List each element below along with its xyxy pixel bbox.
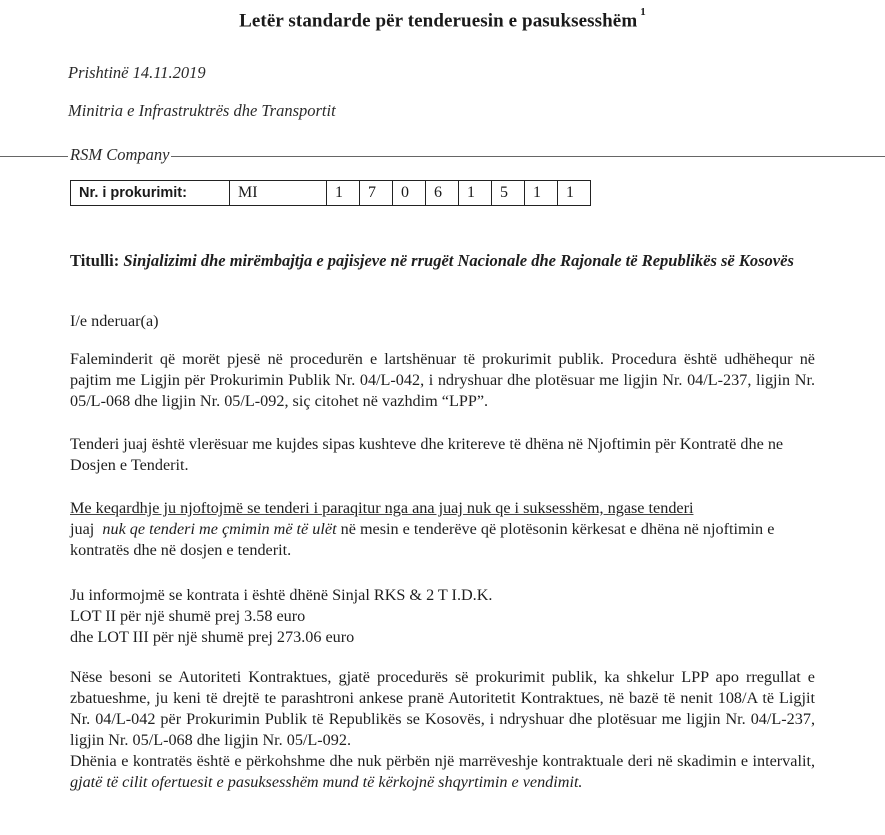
title-text: Letër standarde për tenderuesin e pasuksesshëm [239, 10, 638, 32]
rejection-underlined: Me keqardhje ju njoftojmë se tenderi i paraqitur nga ana juaj nuk qe i suksesshëm, ngase tenderi [70, 499, 694, 517]
award-lot-3: dhe LOT III për një shumë prej 273.06 euro [70, 628, 355, 646]
place-date: Prishtinë 14.11.2019 [68, 63, 206, 82]
subject-title [70, 250, 830, 272]
procurement-number-table [70, 180, 591, 206]
salutation: I/e nderuar(a) [70, 312, 159, 330]
paragraph-temporary-award [70, 751, 815, 793]
paragraph-award [70, 585, 815, 648]
procurement-label: Nr. i prokurimit: [71, 181, 230, 206]
rejection-text-start: juaj [70, 520, 95, 538]
paragraph-evaluation: Tenderi juaj është vlerësuar me kujdes sipas kushteve dhe kritereve të dhëna në Njoftimin për Kontratë dhe ne Dosjen e Tenderit. [70, 435, 784, 474]
procurement-digit: 6 [426, 181, 459, 206]
procurement-code: MI [230, 181, 327, 206]
procurement-digit: 7 [360, 181, 393, 206]
footnote-marker: 1 [640, 6, 646, 18]
temporary-award-text: Dhënia e kontratës është e përkohshme dhe nuk përbën një marrëveshje kontraktuale deri në skadimin e intervalit, [70, 752, 815, 770]
procurement-digit: 0 [393, 181, 426, 206]
paragraph-procedure: Faleminderit që morët pjesë në procedurën e lartshënuar të prokurimit publik. Procedura është udhëhequr në pajtim me Ligjin për Prokurimin Publik Nr. 04/L-042, i ndryshuar dhe plotësuar me ligjin Nr. 04/L-237, ligjin Nr. 05/L-068 dhe ligjin Nr. 05/L-092, siç citohet në vazhdim “LPP”. [70, 350, 815, 410]
rejection-reason: nuk qe tenderi me çmimin më të ulët [102, 520, 337, 538]
authority-name: Minitria e Infrastruktrës dhe Transportit [68, 101, 336, 120]
subject-text: Sinjalizimi dhe mirëmbajtja e pajisjeve në rrugët Nacionale dhe Rajonale të Republikës së Kosovës [123, 251, 794, 270]
procurement-digit: 5 [492, 181, 525, 206]
paragraph-rejection [70, 498, 815, 561]
procurement-digit: 1 [459, 181, 492, 206]
document-title [0, 6, 885, 32]
award-lot-2: LOT II për një shumë prej 3.58 euro [70, 607, 306, 625]
procurement-digit: 1 [525, 181, 558, 206]
procurement-digit: 1 [327, 181, 360, 206]
award-winner: Ju informojmë se kontrata i është dhënë Sinjal RKS & 2 T I.D.K. [70, 586, 493, 604]
subject-label: Titulli: [70, 251, 120, 270]
procurement-digit: 1 [558, 181, 591, 206]
recipient-name: RSM Company [70, 145, 170, 164]
rejection-text-end: në mesin e tenderëve që plotësonin kërkesat e dhëna në njoftimin e kontratës dhe në dosjen e tenderit. [70, 520, 775, 559]
temporary-award-italic: gjatë të cilit ofertuesit e pasuksesshëm mund të kërkojnë shqyrtimin e vendimit. [70, 773, 583, 791]
paragraph-complaint: Nëse besoni se Autoriteti Kontraktues, gjatë procedurës së prokurimit publik, ka shkelur LPP apo rregullat e zbatueshme, ju keni të drejtë te parashtroni ankese pranë Autoritetit Kontraktues, në bazë të nenit 108/A të Ligjit Nr. 04/L-042 për Prokurimin Publik të Republikës se Kosovës, i ndryshuar dhe plotësuar me ligjin Nr. 04/L-237, ligjin Nr. 05/L-068 dhe ligjin Nr. 05/L-092. [70, 668, 815, 749]
